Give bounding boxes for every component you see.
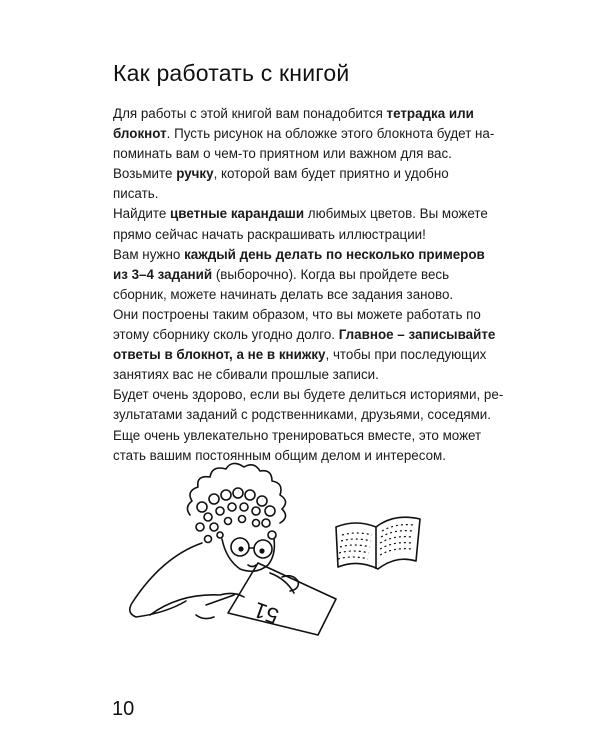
text-segment: зультатами заданий с родственниками, друзьями, соседями. bbox=[113, 407, 492, 423]
text-line bbox=[113, 405, 493, 425]
text-segment: , которой вам будет приятно и удобно bbox=[213, 166, 449, 182]
text-line bbox=[113, 285, 493, 305]
page-title: Как работать с книгой bbox=[113, 60, 350, 86]
paper-sheet bbox=[228, 563, 336, 635]
text-segment: Возьмите bbox=[113, 166, 177, 182]
text-line bbox=[113, 345, 493, 365]
bold-phrase: ручку bbox=[176, 166, 214, 182]
text-segment: стать вашим постоянным общим делом и интересом. bbox=[113, 447, 446, 463]
text-line bbox=[113, 144, 493, 164]
paper-number: 51 bbox=[250, 597, 282, 630]
bold-phrase: Главное – записывайте bbox=[338, 327, 496, 343]
text-segment: Найдите bbox=[113, 206, 171, 222]
text-segment: Будет очень здорово, если вы будете делиться историями, ре- bbox=[113, 387, 504, 403]
text-line bbox=[113, 164, 493, 184]
text-segment: Еще очень увлекательно тренироваться вместе, это может bbox=[113, 427, 482, 443]
bold-phrase: цветные карандаши bbox=[170, 206, 305, 222]
text-segment: прямо сейчас начать раскрашивать иллюстрации! bbox=[113, 226, 426, 242]
text-line bbox=[113, 184, 493, 204]
text-segment: Они построены таким образом, что вы можете работать по bbox=[113, 306, 481, 322]
text-line bbox=[113, 325, 496, 345]
text-segment: поминать вам о чем-то приятном или важном для вас. bbox=[113, 146, 452, 162]
text-segment: . Пусть рисунок на обложке этого блокнота будет на- bbox=[166, 126, 495, 142]
text-line bbox=[113, 245, 493, 265]
text-segment: Вам нужно bbox=[113, 246, 185, 262]
text-line bbox=[113, 365, 493, 385]
text-segment: занятиях вас не сбивали прошлые записи. bbox=[113, 367, 379, 383]
text-line bbox=[113, 204, 493, 224]
text-line bbox=[113, 385, 504, 405]
text-line bbox=[113, 265, 493, 285]
text-line bbox=[113, 426, 493, 446]
bold-phrase: ответы в блокнот, а не в книжку bbox=[113, 347, 326, 363]
text-line bbox=[113, 124, 493, 144]
curly-hair bbox=[187, 463, 285, 542]
bold-phrase: из 3–4 заданий bbox=[113, 266, 213, 282]
text-segment: Для работы с этой книгой вам понадобится bbox=[113, 106, 387, 121]
text-line bbox=[113, 225, 493, 245]
bold-phrase: блокнот bbox=[113, 126, 167, 142]
text-segment: любимых цветов. Вы можете bbox=[304, 206, 488, 222]
text-segment: сборник, можете начинать делать все задания заново. bbox=[113, 286, 454, 302]
open-book-icon bbox=[336, 517, 420, 569]
text-segment: писать. bbox=[113, 186, 159, 202]
page-number: 10 bbox=[112, 698, 135, 720]
bold-phrase: тетрадка или bbox=[386, 106, 474, 121]
child-with-book-illustration bbox=[110, 455, 430, 655]
body-text bbox=[113, 104, 504, 466]
text-line bbox=[113, 305, 493, 325]
illustration bbox=[110, 455, 430, 660]
text-segment: этому сборнику сколь угодно долго. bbox=[113, 327, 339, 343]
text-segment: , чтобы при последующих bbox=[325, 347, 487, 363]
text-line bbox=[113, 104, 493, 124]
bold-phrase: каждый день делать по несколько примеров bbox=[184, 246, 485, 262]
text-segment: (выборочно). Когда вы пройдете весь bbox=[212, 266, 450, 282]
